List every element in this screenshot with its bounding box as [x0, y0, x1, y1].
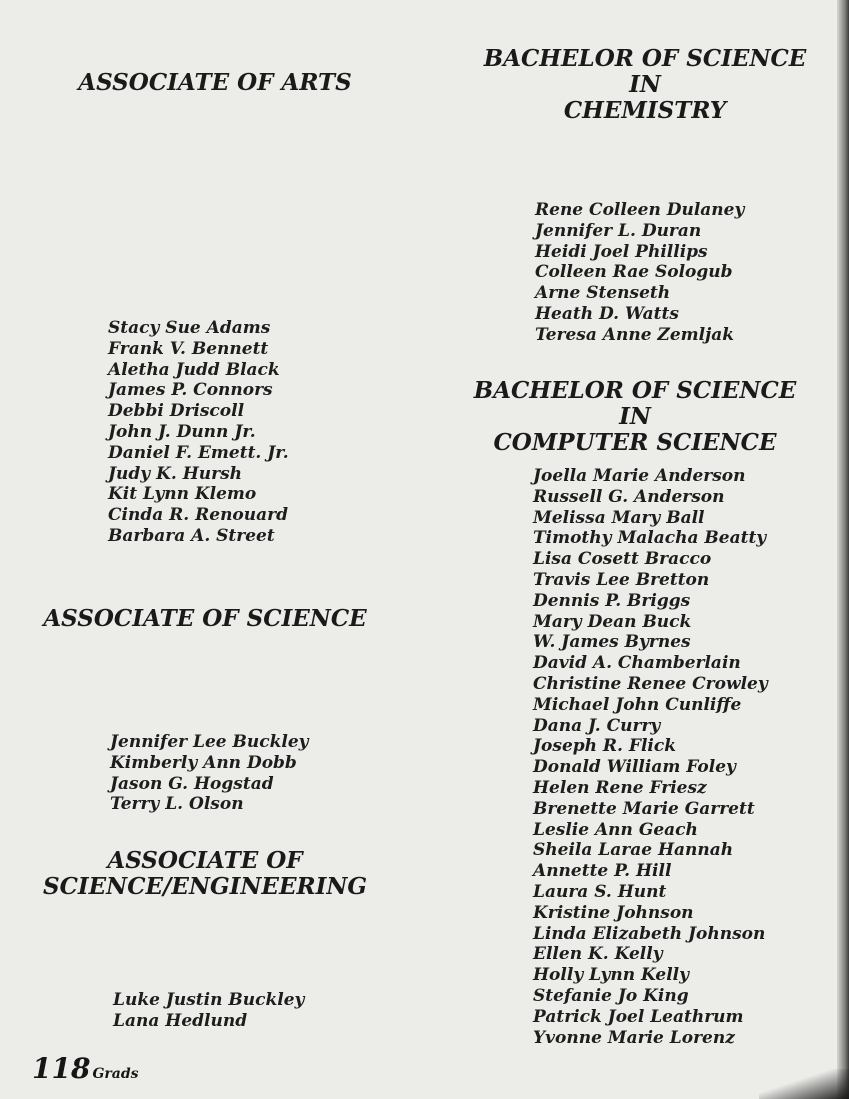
graduate-name: Laura S. Hunt [533, 881, 667, 902]
heading-associate-of-science-engineering [40, 848, 370, 900]
graduate-name: W. James Byrnes [533, 632, 691, 653]
graduate-name: Dennis P. Briggs [533, 590, 691, 611]
page-footer [32, 1052, 139, 1085]
graduate-name: Joella Marie Anderson [533, 466, 746, 486]
graduate-name: Teresa Anne Zemljak [535, 324, 735, 345]
graduate-name: Joseph R. Flick [533, 736, 677, 757]
graduate-name: Mary Dean Buck [533, 611, 692, 632]
graduate-name: Travis Lee Bretton [533, 569, 710, 590]
graduate-name: Donald William Foley [533, 757, 736, 778]
graduate-name: Ellen K. Kelly [533, 944, 663, 965]
graduate-name: Luke Justin Buckley [113, 990, 305, 1010]
graduate-name: Debbi Driscoll [108, 401, 245, 422]
graduate-name: Frank V. Bennett [108, 338, 269, 359]
names-associate-of-science-engineering [113, 990, 304, 1032]
graduate-name: Kristine Johnson [533, 902, 694, 923]
heading-line: COMPUTER SCIENCE [493, 429, 777, 456]
graduate-name: David A. Chamberlain [533, 653, 741, 674]
heading-line: SCIENCE/ENGINEERING [42, 873, 368, 900]
graduate-name: Sheila Larae Hannah [533, 840, 734, 861]
graduate-name: Yvonne Marie Lorenz [533, 1027, 735, 1048]
graduate-name: Annette P. Hill [533, 861, 672, 882]
heading-line: CHEMISTRY [563, 97, 727, 124]
graduate-name: Colleen Rae Sologub [535, 262, 733, 283]
graduate-name: Michael John Cunliffe [533, 694, 742, 715]
graduate-name: Helen Rene Friesz [533, 777, 707, 798]
graduate-name: Barbara A. Street [108, 525, 275, 546]
graduate-name: Rene Colleen Dulaney [535, 200, 745, 220]
graduate-name: Russell G. Anderson [533, 486, 725, 507]
graduate-name: Timothy Malacha Beatty [533, 528, 767, 549]
graduate-name: Holly Lynn Kelly [533, 965, 689, 986]
corner-shadow [759, 1069, 849, 1099]
graduate-name: Stacy Sue Adams [108, 318, 271, 338]
graduate-name: Jennifer Lee Buckley [110, 732, 309, 752]
graduate-name: Lisa Cosett Bracco [533, 549, 712, 570]
names-associate-of-science [110, 732, 309, 815]
graduate-name: Arne Stenseth [535, 283, 671, 304]
names-bs-computer-science [533, 466, 768, 1048]
graduate-name: Leslie Ann Geach [533, 819, 698, 840]
heading-line: BACHELOR OF SCIENCE IN [473, 377, 797, 430]
section-label: Grads [92, 1066, 139, 1082]
heading-associate-of-science [40, 606, 370, 632]
graduate-name: Heidi Joel Phillips [535, 241, 708, 262]
graduate-name: Dana J. Curry [533, 715, 661, 736]
graduate-name: Cinda R. Renouard [108, 505, 288, 526]
graduate-name: Lana Hedlund [113, 1010, 248, 1031]
graduate-name: Brenette Marie Garrett [533, 798, 755, 819]
names-bs-chemistry [535, 200, 744, 346]
graduate-name: Jason G. Hogstad [110, 773, 274, 794]
heading-line: ASSOCIATE OF [107, 847, 303, 874]
graduate-name: Jennifer L. Duran [535, 220, 702, 241]
names-associate-of-arts [108, 318, 289, 547]
page-number: 118 [32, 1052, 91, 1085]
graduate-name: Terry L. Olson [110, 794, 244, 815]
heading-line: ASSOCIATE OF SCIENCE [43, 605, 367, 632]
page-edge-shadow [837, 0, 849, 1099]
heading-bs-chemistry [470, 46, 820, 124]
graduate-name: John J. Dunn Jr. [108, 421, 256, 442]
graduate-name: Kit Lynn Klemo [108, 484, 257, 505]
graduate-name: Daniel F. Emett. Jr. [108, 442, 289, 463]
graduate-name: Heath D. Watts [535, 303, 679, 324]
graduate-name: James P. Connors [108, 380, 273, 401]
graduate-name: Patrick Joel Leathrum [533, 1006, 744, 1027]
graduate-name: Kimberly Ann Dobb [110, 752, 297, 773]
graduate-name: Christine Renee Crowley [533, 673, 768, 694]
heading-bs-computer-science [460, 378, 810, 456]
heading-associate-of-arts [60, 70, 370, 96]
graduate-name: Melissa Mary Ball [533, 507, 705, 528]
heading-line: ASSOCIATE OF ARTS [78, 69, 352, 96]
graduate-name: Linda Elizabeth Johnson [533, 923, 766, 944]
graduate-name: Judy K. Hursh [108, 463, 243, 484]
graduate-name: Aletha Judd Black [108, 359, 280, 380]
graduate-name: Stefanie Jo King [533, 985, 689, 1006]
heading-line: BACHELOR OF SCIENCE IN [483, 45, 807, 98]
